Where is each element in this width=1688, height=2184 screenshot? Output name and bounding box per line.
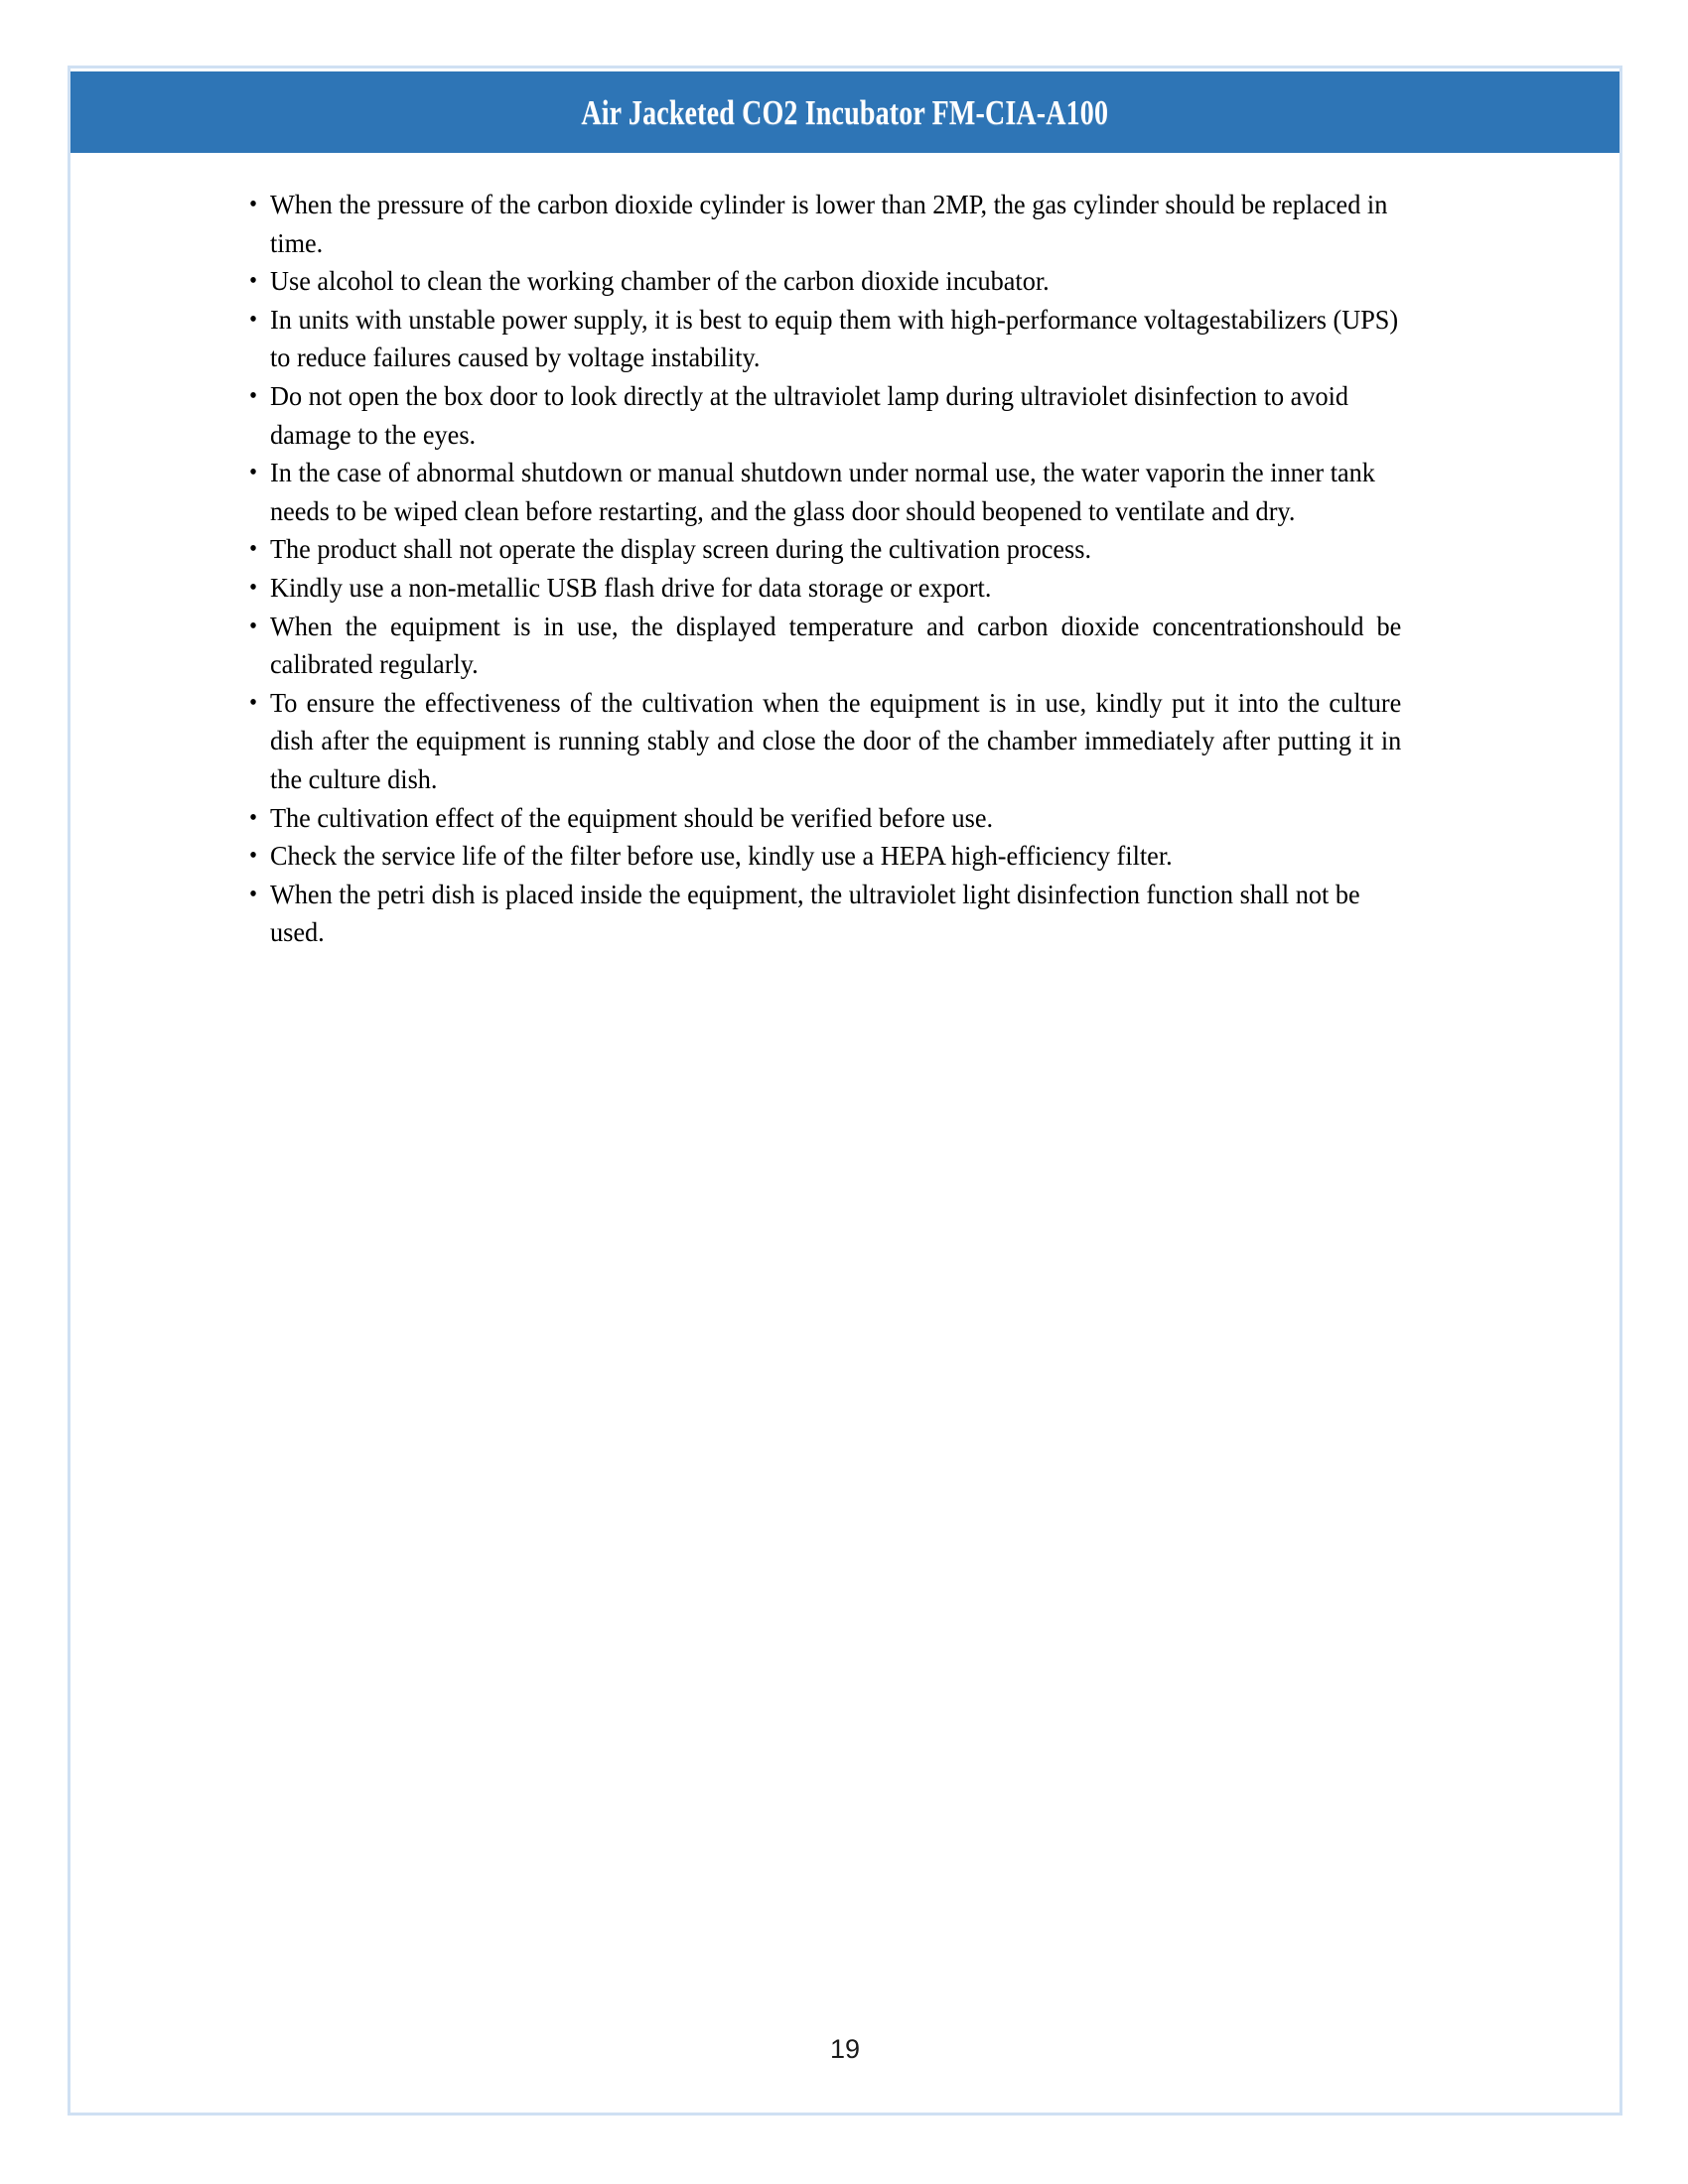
page-frame bbox=[68, 66, 1622, 2116]
list-item: • The product shall not operate the display screen during the cultivation process. bbox=[249, 530, 1401, 569]
page-number: 19 bbox=[829, 2034, 861, 2064]
page-header-banner bbox=[70, 71, 1619, 153]
precautions-bullet-list bbox=[249, 186, 1456, 952]
list-item: • Kindly use a non-metallic USB flash drive for data storage or export. bbox=[249, 569, 1401, 608]
list-item: • Use alcohol to clean the working chamber of the carbon dioxide incubator. bbox=[249, 262, 1401, 301]
list-item: • Check the service life of the filter before use, kindly use a HEPA high-efficiency filter. bbox=[249, 837, 1401, 876]
list-item: • To ensure the effectiveness of the cultivation when the equipment is in use, kindly put it into the culture dish after the equipment is running stably and close the door of the chamber immediately after putting it in the culture dish. bbox=[249, 684, 1401, 799]
page-content bbox=[249, 186, 1456, 952]
list-item: • When the petri dish is placed inside the equipment, the ultraviolet light disinfection function shall not be used. bbox=[249, 876, 1401, 952]
list-item: • When the equipment is in use, the displayed temperature and carbon dioxide concentrationshould be calibrated regularly. bbox=[249, 608, 1401, 684]
list-item: • The cultivation effect of the equipment should be verified before use. bbox=[249, 799, 1401, 838]
list-item: • When the pressure of the carbon dioxide cylinder is lower than 2MP, the gas cylinder should be replaced in time. bbox=[249, 186, 1401, 262]
list-item: • Do not open the box door to look directly at the ultraviolet lamp during ultraviolet disinfection to avoid damage to the eyes. bbox=[249, 377, 1401, 454]
list-item: • In units with unstable power supply, it is best to equip them with high-performance voltagestabilizers (UPS) to reduce failures caused by voltage instability. bbox=[249, 301, 1401, 377]
list-item: • In the case of abnormal shutdown or manual shutdown under normal use, the water vaporin the inner tank needs to be wiped clean before restarting, and the glass door should beopened to ventilate and dry. bbox=[249, 454, 1401, 530]
page-title: Air Jacketed CO2 Incubator FM-CIA-A100 bbox=[581, 92, 1109, 132]
